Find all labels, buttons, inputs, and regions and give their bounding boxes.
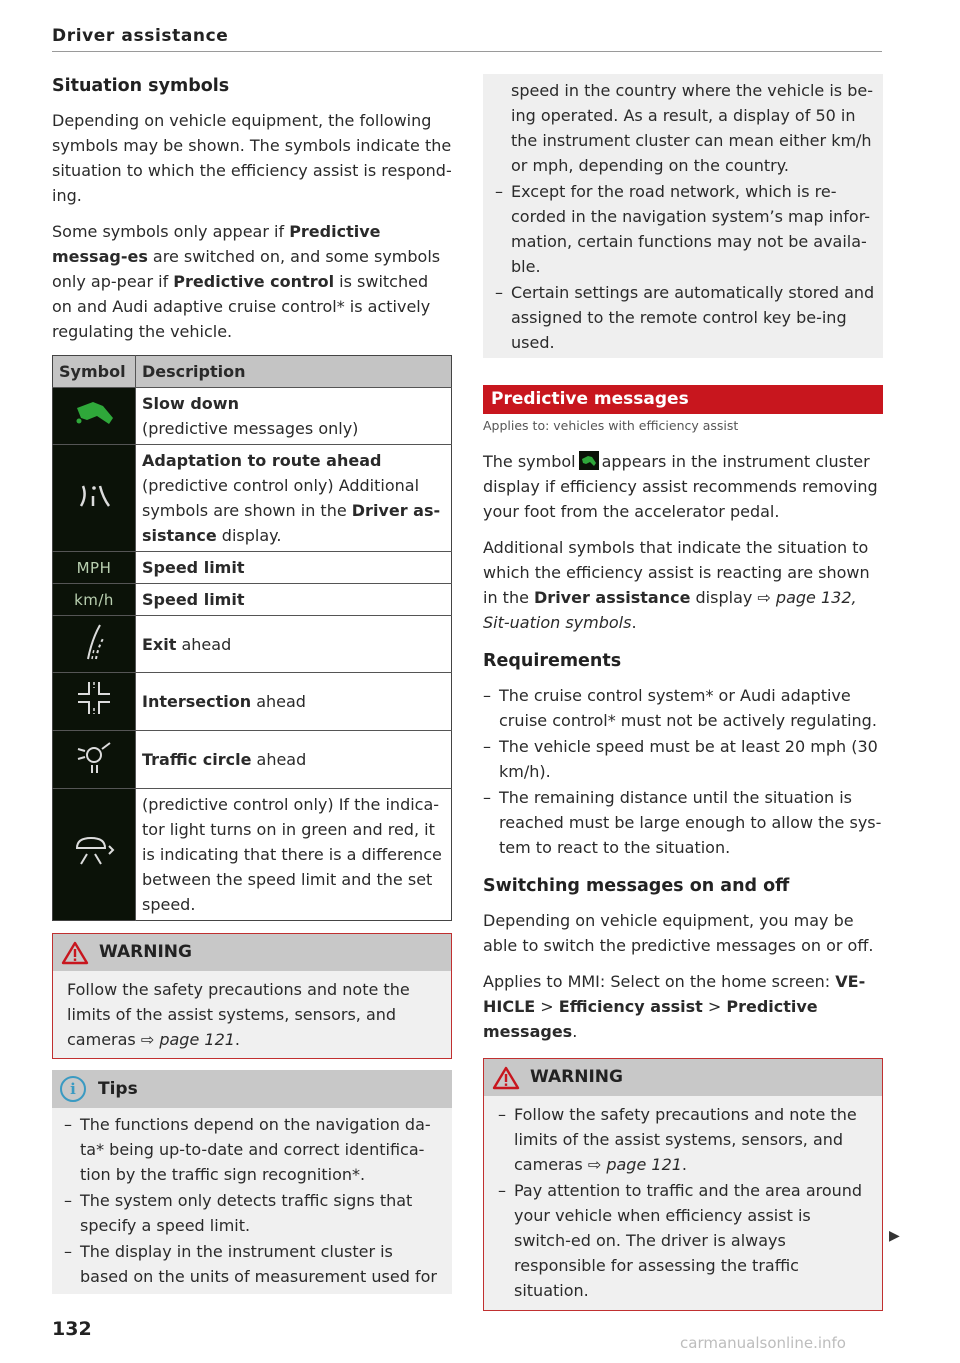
page-number: 132 — [52, 1318, 92, 1340]
requirements-list — [483, 683, 883, 860]
predictive-messages-heading: Predictive messages — [483, 385, 883, 414]
applies-to-note: Applies to: vehicles with efficiency assist — [483, 418, 739, 433]
tips-box — [52, 1070, 452, 1294]
tips-header — [52, 1070, 452, 1108]
speed-limit-kmh-description: Speed limit — [136, 584, 452, 616]
intersection-icon — [53, 673, 136, 731]
warning-header — [483, 1058, 883, 1096]
additional-symbols-paragraph: Additional symbols that indicate the situation to which the efficiency assist is reacting are shown in the Driver assistance display ⇨ page 132, Sit-uation symbols. — [483, 538, 870, 632]
switching-paragraph: Depending on vehicle equipment, you may be able to switch the predictive messages on or off. — [483, 911, 874, 955]
header-divider — [52, 51, 882, 52]
table-row — [53, 584, 452, 616]
speed-limit-mph-description: Speed limit — [136, 552, 452, 584]
tips-list — [64, 1112, 442, 1289]
warning-list — [498, 1102, 870, 1303]
slow-down-inline-icon — [579, 451, 599, 470]
exit-ahead-icon — [53, 616, 136, 673]
symbols-table — [52, 355, 452, 921]
warning-title: WARNING — [530, 1067, 623, 1087]
intro-paragraph: Depending on vehicle equipment, the following symbols may be shown. The symbols indicate the situation to which the efficiency assist is respond-ing. — [52, 111, 452, 205]
exit-ahead-description: Exit ahead — [136, 616, 452, 673]
traffic-circle-description: Traffic circle ahead — [136, 731, 452, 789]
speed-difference-description: (predictive control only) If the indica-tor light turns on in green and red, it is indicating that there is a difference between the speed limit and the set speed. — [136, 789, 452, 921]
table-row — [53, 731, 452, 789]
speed-limit-kmh-icon: km/h — [53, 584, 136, 616]
column-header-symbol: Symbol — [53, 356, 136, 388]
route-adaptation-description: Adaptation to route ahead (predictive control only) Additional symbols are shown in the Driver as-sistance display. — [136, 445, 452, 552]
warning-triangle-icon — [61, 941, 89, 965]
list-item: – The system only detects traffic signs that specify a speed limit. — [64, 1188, 442, 1238]
table-row — [53, 673, 452, 731]
mmi-path-paragraph: Applies to MMI: Select on the home screen: VE-HICLE > Efficiency assist > Predictive messages. — [483, 972, 866, 1041]
list-item: – Pay attention to traffic and the area around your vehicle when efficiency assist is switch-ed on. The driver is always responsible for assessing the traffic situation. — [498, 1178, 870, 1303]
table-row — [53, 789, 452, 921]
table-row — [53, 388, 452, 445]
symbol-paragraph: The symbol appears in the instrument cluster display if efficiency assist recommends removing your foot from the accelerator pedal. — [483, 452, 878, 521]
table-row — [53, 445, 452, 552]
info-icon: i — [60, 1076, 86, 1102]
continued-text: speed in the country where the vehicle is be-ing operated. As a result, a display of 50 in the instrument cluster can mean either km/h or mph, depending on the country. — [511, 81, 873, 175]
page-reference-link[interactable]: ⇨ page 121 — [140, 1030, 235, 1049]
warning-header — [52, 933, 452, 971]
warning-triangle-icon — [492, 1066, 520, 1090]
right-column — [483, 74, 883, 1311]
continued-list — [495, 179, 875, 355]
header-title: Driver assistance — [52, 26, 229, 46]
tips-continuation — [483, 74, 883, 358]
list-item: – The remaining distance until the situation is reached must be large enough to allow the sys-tem to react to the situation. — [483, 785, 883, 860]
continue-arrow-icon: ▶ — [889, 1228, 900, 1244]
list-item: – Follow the safety precautions and note the limits of the assist systems, sensors, and cameras ⇨ page 121. — [498, 1102, 870, 1177]
conditions-paragraph: Some symbols only appear if Predictive messag-es are switched on, and some symbols only ap-pear if Predictive control is switched on and Audi adaptive cruise control* is actively regulating the vehicle. — [52, 222, 441, 341]
list-item: – The functions depend on the navigation da-ta* being up-to-date and correct identifica-tion by the traffic sign recognition*. — [64, 1112, 442, 1187]
route-adaptation-icon — [53, 445, 136, 552]
speed-limit-mph-icon: MPH — [53, 552, 136, 584]
page-reference-link[interactable]: ⇨ page 132, Sit-uation symbols — [483, 588, 857, 632]
warning-box — [483, 1058, 883, 1311]
table-row — [53, 552, 452, 584]
slow-down-icon — [53, 388, 136, 445]
watermark: carmanualsonline.info — [680, 1334, 846, 1352]
list-item: – The cruise control system* or Audi adaptive cruise control* must not be actively regulating. — [483, 683, 883, 733]
list-item: – The display in the instrument cluster is based on the units of measurement used for — [64, 1239, 442, 1289]
list-item: – Certain settings are automatically stored and assigned to the remote control key be-ing used. — [495, 280, 875, 355]
speed-difference-indicator-icon — [53, 789, 136, 921]
warning-box — [52, 933, 452, 1059]
warning-body — [483, 1096, 883, 1311]
tips-title: Tips — [98, 1078, 138, 1099]
switching-messages-heading: Switching messages on and off — [483, 876, 790, 896]
intersection-description: Intersection ahead — [136, 673, 452, 731]
table-row — [53, 616, 452, 673]
traffic-circle-icon — [53, 731, 136, 789]
page-reference-link[interactable]: ⇨ page 121 — [587, 1155, 682, 1174]
situation-symbols-heading: Situation symbols — [52, 76, 230, 96]
column-header-description: Description — [136, 356, 452, 388]
slow-down-description: Slow down (predictive messages only) — [136, 388, 452, 445]
requirements-heading: Requirements — [483, 651, 622, 671]
left-column — [52, 74, 452, 1294]
list-item: – Except for the road network, which is re-corded in the navigation system’s map infor-mation, certain functions may not be availa-ble. — [495, 179, 875, 279]
warning-title: WARNING — [99, 942, 192, 962]
tips-body — [52, 1108, 452, 1294]
table-header-row — [53, 356, 452, 388]
list-item: – The vehicle speed must be at least 20 mph (30 km/h). — [483, 734, 883, 784]
warning-body: Follow the safety precautions and note the limits of the assist systems, sensors, and cameras ⇨ page 121. — [52, 971, 452, 1059]
